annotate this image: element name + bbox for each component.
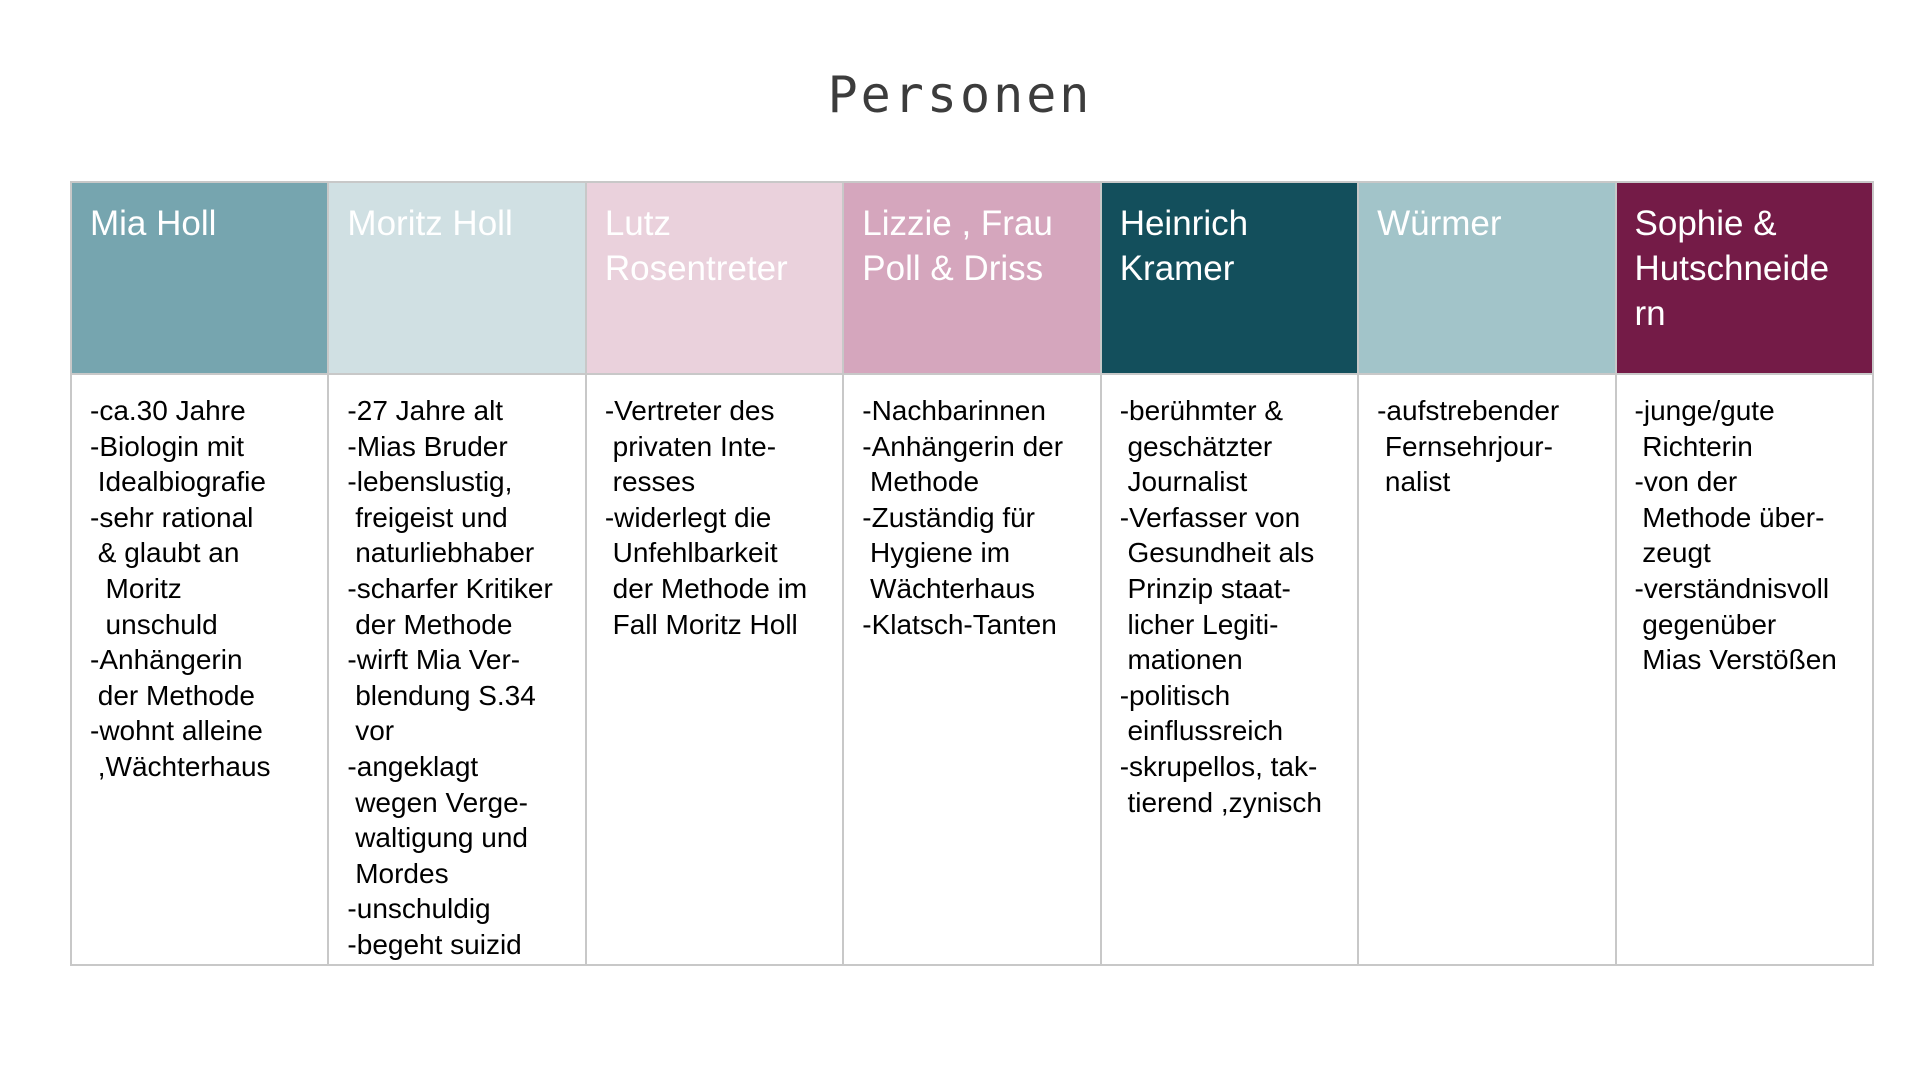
column-header: Lizzie , Frau Poll & Driss <box>843 182 1100 374</box>
person-description: -junge/gute Richterin -von der Methode über- zeugt -verständnisvoll gegenüber Mias Verstößen <box>1616 374 1873 965</box>
header-row <box>71 182 1873 374</box>
person-description: -ca.30 Jahre -Biologin mit Idealbiografie -sehr rational & glaubt an Moritz unschuld -Anhängerin der Methode -wohnt alleine ,Wächterhaus <box>71 374 328 965</box>
column-header: Mia Holl <box>71 182 328 374</box>
person-description: -Nachbarinnen -Anhängerin der Methode -Zuständig für Hygiene im Wächterhaus -Klatsch-Tanten <box>843 374 1100 965</box>
person-description: -27 Jahre alt -Mias Bruder -lebenslustig, freigeist und naturliebhaber -scharfer Kritiker der Methode -wirft Mia Ver- blendung S.34 vor -angeklagt wegen Verge- waltigung und Mordes -unschuldig -begeht suizid <box>328 374 585 965</box>
page-title: Personen <box>827 66 1093 124</box>
body-row <box>71 374 1873 965</box>
person-description: -berühmter & geschätzter Journalist -Verfasser von Gesundheit als Prinzip staat- licher Legiti- mationen -politisch einflussreich -skrupellos, tak- tierend ,zynisch <box>1101 374 1358 965</box>
person-description: -Vertreter des privaten Inte- resses -widerlegt die Unfehlbarkeit der Methode im Fall Moritz Holl <box>586 374 843 965</box>
column-header: Moritz Holl <box>328 182 585 374</box>
column-header: Würmer <box>1358 182 1615 374</box>
column-header: Sophie & Hutschneide rn <box>1616 182 1873 374</box>
column-header: Heinrich Kramer <box>1101 182 1358 374</box>
column-header: Lutz Rosentreter <box>586 182 843 374</box>
persons-table <box>70 181 1874 966</box>
person-description: -aufstrebender Fernsehrjour- nalist <box>1358 374 1615 965</box>
